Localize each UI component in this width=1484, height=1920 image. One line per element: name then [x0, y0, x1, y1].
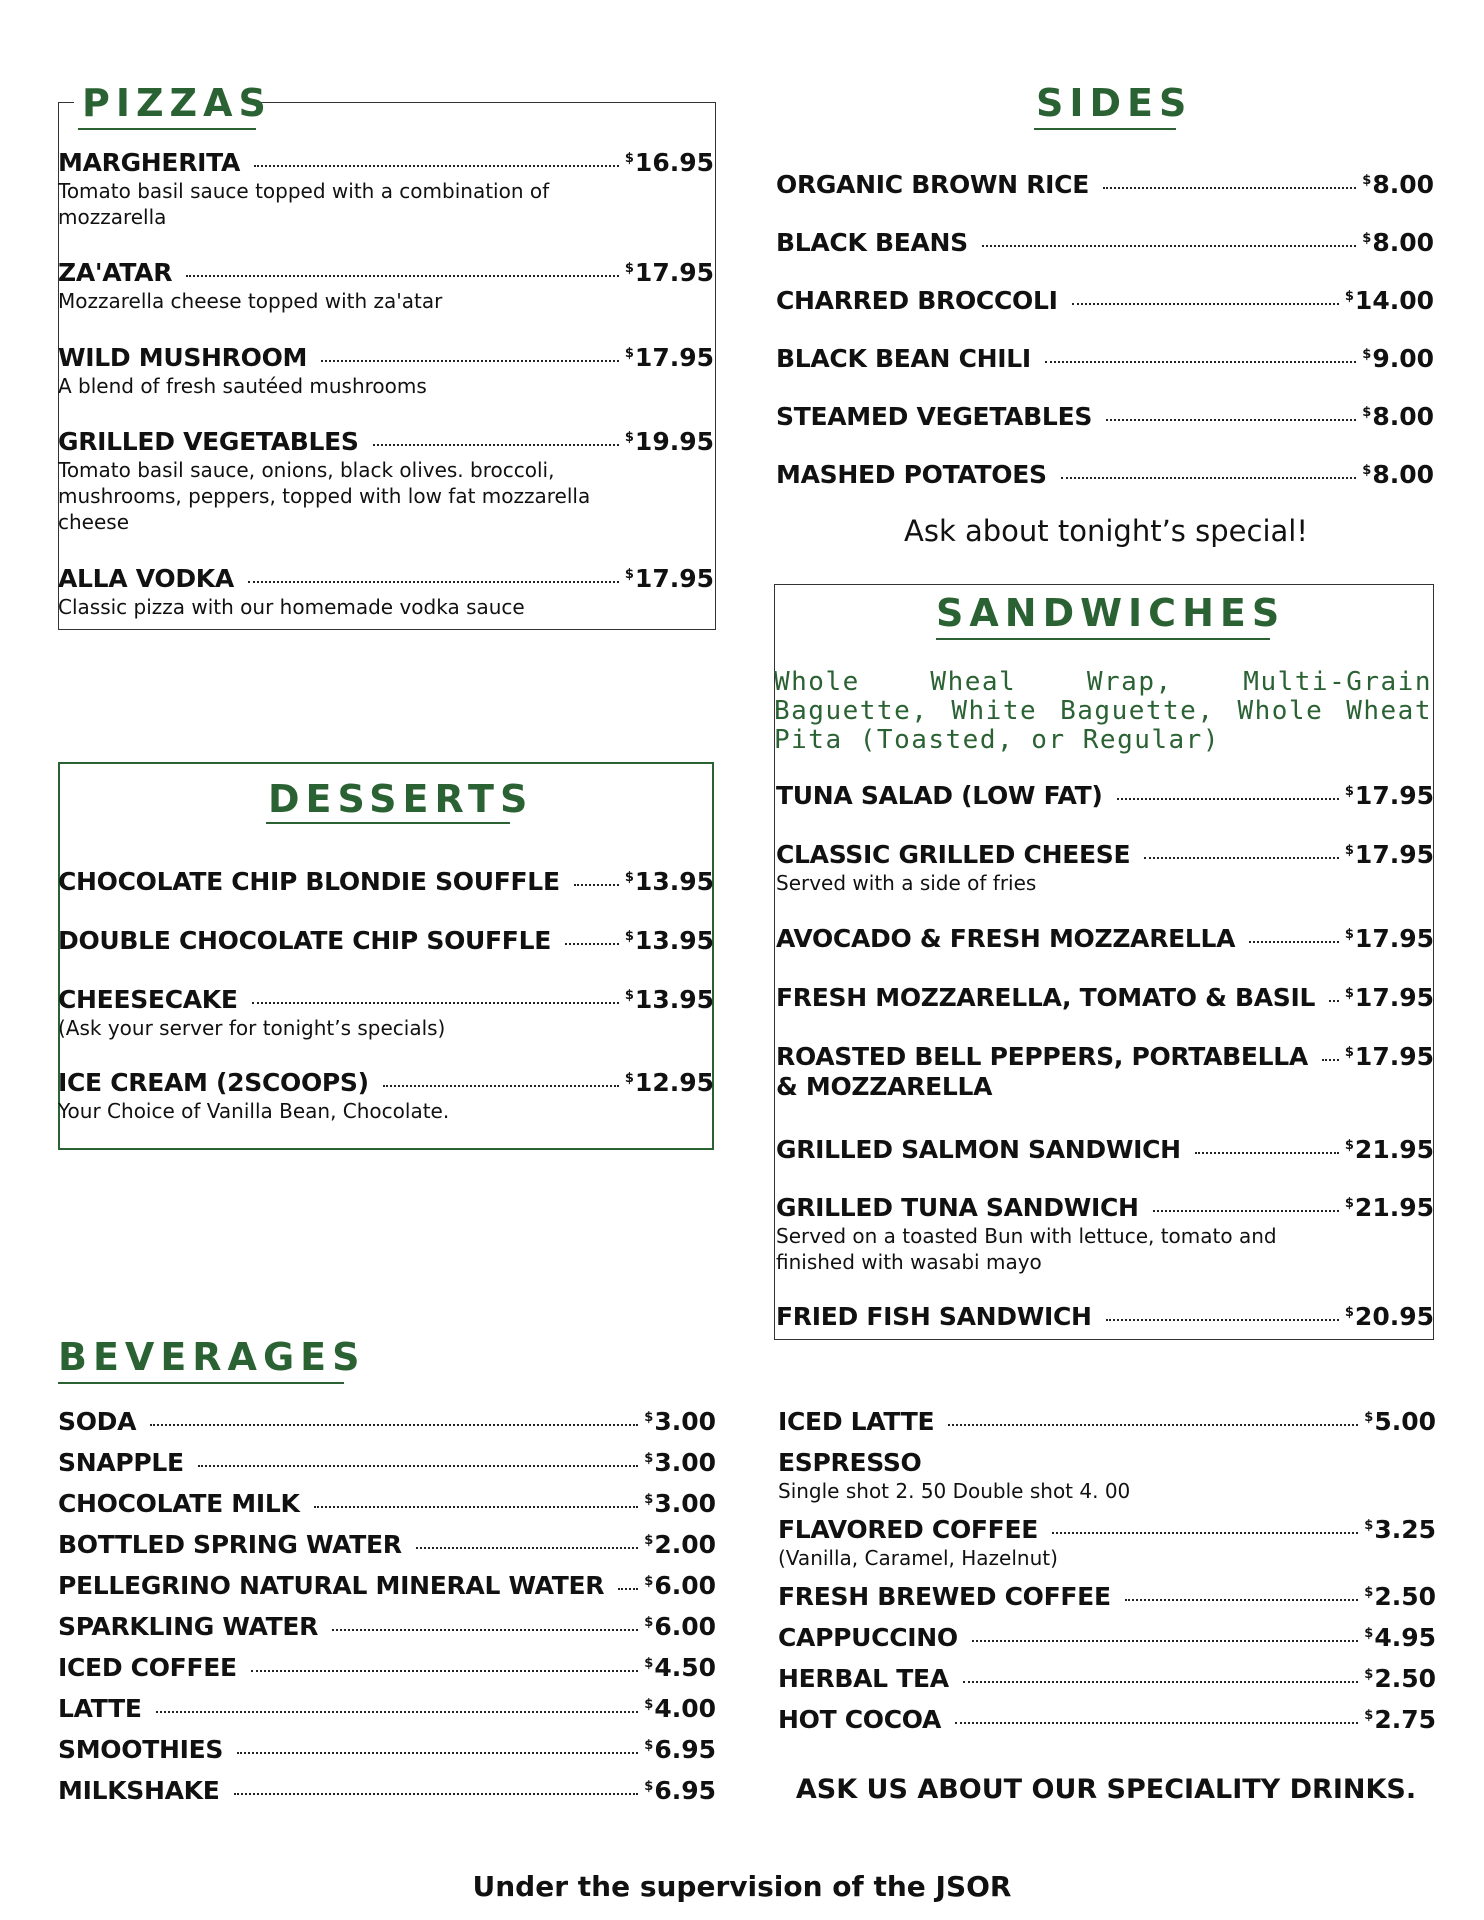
- dot-leader: [314, 1506, 639, 1508]
- menu-item-price: [625, 343, 714, 372]
- menu-item-row: [58, 564, 714, 593]
- menu-item-description: (Ask your server for tonight’s specials): [58, 1016, 446, 1040]
- dot-leader: [254, 165, 619, 167]
- price-value: 2.50: [1374, 1582, 1436, 1611]
- dot-leader: [565, 943, 619, 945]
- price-value: 17.95: [1354, 840, 1434, 869]
- dot-leader: [1072, 303, 1339, 305]
- menu-item-price: [1345, 983, 1434, 1012]
- dot-leader: [955, 1722, 1358, 1724]
- menu-item-name: MARGHERITA: [58, 148, 241, 177]
- menu-item-row: [776, 840, 1434, 869]
- menu-item-name: CAPPUCCINO: [778, 1623, 958, 1652]
- dot-leader: [373, 444, 619, 446]
- menu-item-description: Served on a toasted Bun with lettuce, tomato and finished with wasabi mayo: [776, 1224, 1277, 1274]
- price-value: 16.95: [634, 148, 714, 177]
- price-value: 19.95: [634, 427, 714, 456]
- dot-leader: [1249, 941, 1339, 943]
- menu-item-price: [644, 1530, 716, 1559]
- price-value: 9.00: [1372, 344, 1434, 373]
- price-value: 2.50: [1374, 1664, 1436, 1693]
- dot-leader: [1322, 1059, 1339, 1061]
- menu-item-row: [776, 344, 1434, 373]
- menu-item-row: [58, 427, 714, 456]
- menu-item-name: ALLA VODKA: [58, 564, 234, 593]
- menu-item-price: [1364, 1582, 1436, 1611]
- menu-item-name: AVOCADO & FRESH MOZZARELLA: [776, 924, 1236, 953]
- menu-item-description: Classic pizza with our homemade vodka sauce: [58, 595, 525, 619]
- price-value: 4.00: [654, 1694, 716, 1723]
- currency-symbol: $: [1364, 1667, 1374, 1682]
- beverages-title: BEVERAGES: [58, 1335, 366, 1379]
- dot-leader: [1061, 477, 1357, 479]
- sides-title-underline: [1034, 128, 1176, 130]
- pizzas-title-underline: [78, 128, 256, 130]
- menu-item-price: [1362, 460, 1434, 489]
- currency-symbol: $: [644, 1697, 654, 1712]
- desserts-title: DESSERTS: [268, 777, 534, 821]
- menu-item-price: [625, 258, 714, 287]
- menu-item-row: [58, 1489, 716, 1518]
- menu-item-price: [1345, 781, 1434, 810]
- menu-item-name: STEAMED VEGETABLES: [776, 402, 1093, 431]
- currency-symbol: $: [1344, 289, 1354, 304]
- currency-symbol: $: [1344, 784, 1354, 799]
- dot-leader: [948, 1424, 1358, 1426]
- menu-item-name: CHARRED BROCCOLI: [776, 286, 1058, 315]
- price-value: 6.95: [654, 1776, 716, 1805]
- menu-item-price: [625, 148, 714, 177]
- menu-item-row: [776, 402, 1434, 431]
- menu-item-price: [625, 926, 714, 955]
- menu-item-row: [778, 1664, 1436, 1693]
- dot-leader: [963, 1681, 1358, 1683]
- price-value: 4.95: [1374, 1623, 1436, 1652]
- menu-item-name: ICED COFFEE: [58, 1653, 237, 1682]
- menu-item-name: PELLEGRINO NATURAL MINERAL WATER: [58, 1571, 605, 1600]
- speciality-drinks-note: ASK US ABOUT OUR SPECIALITY DRINKS.: [795, 1774, 1417, 1805]
- price-value: 8.00: [1372, 460, 1434, 489]
- menu-item-name: LATTE: [58, 1694, 142, 1723]
- menu-item-name: GRILLED TUNA SANDWICH: [776, 1193, 1139, 1222]
- menu-item-row: [776, 1042, 1434, 1071]
- dot-leader: [1106, 419, 1356, 421]
- menu-item-name-continued: & MOZZARELLA: [776, 1072, 993, 1101]
- menu-item-row: [58, 926, 714, 955]
- menu-item-price: [625, 427, 714, 456]
- dot-leader: [574, 884, 619, 886]
- menu-item-price: [1364, 1515, 1436, 1544]
- dot-leader: [150, 1424, 638, 1426]
- dot-leader: [618, 1588, 638, 1590]
- menu-item-name: HERBAL TEA: [778, 1664, 949, 1693]
- sandwiches-title-underline: [936, 638, 1270, 640]
- currency-symbol: $: [624, 870, 634, 885]
- menu-item-name: ICE CREAM (2SCOOPS): [58, 1068, 369, 1097]
- menu-item-row: [58, 1530, 716, 1559]
- price-value: 17.95: [1354, 1042, 1434, 1071]
- dot-leader: [186, 275, 619, 277]
- dot-leader: [1329, 1000, 1339, 1002]
- menu-item-row: [58, 1571, 716, 1600]
- menu-item-name: FRESH BREWED COFFEE: [778, 1582, 1111, 1611]
- menu-item-name: DOUBLE CHOCOLATE CHIP SOUFFLE: [58, 926, 551, 955]
- menu-item-row: [58, 1653, 716, 1682]
- menu-item-name: ORGANIC BROWN RICE: [776, 170, 1089, 199]
- menu-item-description: Your Choice of Vanilla Bean, Chocolate.: [58, 1099, 450, 1123]
- menu-item-price: [644, 1571, 716, 1600]
- menu-item-description: A blend of fresh sautéed mushrooms: [58, 374, 427, 398]
- currency-symbol: $: [1362, 463, 1372, 478]
- sandwiches-title: SANDWICHES: [936, 591, 1286, 635]
- currency-symbol: $: [624, 346, 634, 361]
- menu-item-price: [644, 1489, 716, 1518]
- dot-leader: [982, 245, 1356, 247]
- currency-symbol: $: [1362, 347, 1372, 362]
- menu-item-name: CHOCOLATE CHIP BLONDIE SOUFFLE: [58, 867, 560, 896]
- price-value: 5.00: [1374, 1407, 1436, 1436]
- price-value: 17.95: [1354, 781, 1434, 810]
- menu-item-name: CHEESECAKE: [58, 985, 238, 1014]
- menu-item-row: [778, 1623, 1436, 1652]
- dot-leader: [383, 1085, 619, 1087]
- price-value: 17.95: [634, 564, 714, 593]
- price-value: 6.00: [654, 1571, 716, 1600]
- menu-item-name: ESPRESSO: [778, 1448, 922, 1477]
- dot-leader: [972, 1640, 1358, 1642]
- menu-item-description: Mozzarella cheese topped with za'atar: [58, 289, 443, 313]
- menu-item-price: [644, 1694, 716, 1723]
- menu-item-name: BLACK BEANS: [776, 228, 968, 257]
- menu-item-row: [58, 343, 714, 372]
- dot-leader: [1106, 1319, 1339, 1321]
- currency-symbol: $: [624, 988, 634, 1003]
- currency-symbol: $: [1344, 1138, 1354, 1153]
- menu-item-price: [625, 1068, 714, 1097]
- menu-item-price: [1364, 1407, 1436, 1436]
- menu-item-row: [58, 867, 714, 896]
- price-value: 17.95: [634, 343, 714, 372]
- currency-symbol: $: [644, 1533, 654, 1548]
- currency-symbol: $: [1344, 927, 1354, 942]
- price-value: 13.95: [634, 867, 714, 896]
- currency-symbol: $: [624, 261, 634, 276]
- currency-symbol: $: [624, 929, 634, 944]
- currency-symbol: $: [1344, 1305, 1354, 1320]
- price-value: 17.95: [634, 258, 714, 287]
- currency-symbol: $: [624, 430, 634, 445]
- currency-symbol: $: [1364, 1708, 1374, 1723]
- price-value: 3.25: [1374, 1515, 1436, 1544]
- menu-item-name: GRILLED VEGETABLES: [58, 427, 359, 456]
- menu-item-description: Single shot 2. 50 Double shot 4. 00: [778, 1479, 1131, 1503]
- dot-leader: [321, 360, 619, 362]
- sides-special-note: Ask about tonight’s special!: [904, 514, 1308, 548]
- menu-item-price: [1362, 402, 1434, 431]
- menu-item-price: [625, 985, 714, 1014]
- menu-item-price: [644, 1407, 716, 1436]
- price-value: 21.95: [1354, 1135, 1434, 1164]
- menu-item-price: [1345, 1193, 1434, 1222]
- menu-item-name: FLAVORED COFFEE: [778, 1515, 1039, 1544]
- currency-symbol: $: [1344, 1045, 1354, 1060]
- price-value: 14.00: [1354, 286, 1434, 315]
- dot-leader: [248, 581, 619, 583]
- menu-item-name: SMOOTHIES: [58, 1735, 224, 1764]
- menu-item-row: [58, 258, 714, 287]
- sides-title: SIDES: [1036, 81, 1193, 125]
- currency-symbol: $: [624, 567, 634, 582]
- footer-supervision: Under the supervision of the JSOR: [472, 1870, 1012, 1903]
- desserts-title-underline: [266, 822, 510, 824]
- menu-item-price: [1345, 840, 1434, 869]
- dot-leader: [251, 1670, 638, 1672]
- dot-leader: [252, 1002, 619, 1004]
- menu-item-price: [1345, 1302, 1434, 1331]
- menu-item-description: Tomato basil sauce topped with a combination of mozzarella: [58, 179, 550, 229]
- menu-item-row: [776, 983, 1434, 1012]
- menu-item-row: [58, 1694, 716, 1723]
- menu-item-name: SPARKLING WATER: [58, 1612, 319, 1641]
- price-value: 6.95: [654, 1735, 716, 1764]
- price-value: 8.00: [1372, 402, 1434, 431]
- menu-item-row: [58, 985, 714, 1014]
- currency-symbol: $: [644, 1779, 654, 1794]
- currency-symbol: $: [644, 1410, 654, 1425]
- menu-item-row: [58, 1612, 716, 1641]
- currency-symbol: $: [644, 1574, 654, 1589]
- menu-item-price: [1364, 1705, 1436, 1734]
- menu-item-row: [58, 1068, 714, 1097]
- menu-item-name: MASHED POTATOES: [776, 460, 1047, 489]
- menu-item-name: TUNA SALAD (LOW FAT): [776, 781, 1103, 810]
- menu-item-price: [644, 1776, 716, 1805]
- menu-item-price: [625, 867, 714, 896]
- menu-item-row: [776, 1302, 1434, 1331]
- pizzas-title: PIZZAS: [82, 81, 272, 125]
- currency-symbol: $: [644, 1451, 654, 1466]
- price-value: 17.95: [1354, 924, 1434, 953]
- menu-item-row: [776, 1135, 1434, 1164]
- dot-leader: [1195, 1152, 1339, 1154]
- menu-item-price: [1364, 1664, 1436, 1693]
- menu-item-name: FRIED FISH SANDWICH: [776, 1302, 1092, 1331]
- price-value: 3.00: [654, 1448, 716, 1477]
- menu-item-row: [776, 286, 1434, 315]
- price-value: 4.50: [654, 1653, 716, 1682]
- currency-symbol: $: [644, 1738, 654, 1753]
- currency-symbol: $: [1344, 843, 1354, 858]
- menu-item-name: FRESH MOZZARELLA, TOMATO & BASIL: [776, 983, 1316, 1012]
- menu-item-price: [1345, 924, 1434, 953]
- menu-item-name: SNAPPLE: [58, 1448, 184, 1477]
- currency-symbol: $: [644, 1615, 654, 1630]
- menu-item-row: [778, 1582, 1436, 1611]
- dot-leader: [1153, 1210, 1339, 1212]
- menu-item-row: [778, 1515, 1436, 1544]
- dot-leader: [1125, 1599, 1359, 1601]
- dot-leader: [156, 1711, 639, 1713]
- menu-item-row: [58, 148, 714, 177]
- menu-item-name: GRILLED SALMON SANDWICH: [776, 1135, 1181, 1164]
- menu-item-row: [776, 228, 1434, 257]
- price-value: 13.95: [634, 926, 714, 955]
- price-value: 21.95: [1354, 1193, 1434, 1222]
- beverages-title-underline: [58, 1382, 344, 1384]
- menu-item-name: CLASSIC GRILLED CHEESE: [776, 840, 1131, 869]
- price-value: 2.00: [654, 1530, 716, 1559]
- menu-item-price: [644, 1448, 716, 1477]
- menu-item-row: [776, 781, 1434, 810]
- dot-leader: [1052, 1532, 1358, 1534]
- currency-symbol: $: [1344, 986, 1354, 1001]
- menu-item-price: [1362, 344, 1434, 373]
- currency-symbol: $: [1364, 1410, 1374, 1425]
- price-value: 8.00: [1372, 228, 1434, 257]
- price-value: 3.00: [654, 1489, 716, 1518]
- price-value: 3.00: [654, 1407, 716, 1436]
- dot-leader: [332, 1629, 638, 1631]
- menu-item-row: [778, 1448, 1436, 1477]
- menu-item-price: [1345, 1135, 1434, 1164]
- menu-item-row: [778, 1705, 1436, 1734]
- menu-item-description: Served with a side of fries: [776, 871, 1037, 895]
- price-value: 12.95: [634, 1068, 714, 1097]
- menu-item-row: [58, 1448, 716, 1477]
- menu-item-price: [1345, 1042, 1434, 1071]
- menu-item-name: CHOCOLATE MILK: [58, 1489, 300, 1518]
- dot-leader: [1117, 798, 1339, 800]
- dot-leader: [1103, 187, 1356, 189]
- menu-item-row: [776, 924, 1434, 953]
- menu-item-price: [644, 1612, 716, 1641]
- currency-symbol: $: [1364, 1585, 1374, 1600]
- menu-item-name: MILKSHAKE: [58, 1776, 220, 1805]
- price-value: 13.95: [634, 985, 714, 1014]
- menu-item-price: [1364, 1623, 1436, 1652]
- dot-leader: [234, 1793, 639, 1795]
- menu-item-row: [58, 1776, 716, 1805]
- menu-item-description: (Vanilla, Caramel, Hazelnut): [778, 1546, 1058, 1570]
- currency-symbol: $: [1362, 231, 1372, 246]
- currency-symbol: $: [644, 1492, 654, 1507]
- currency-symbol: $: [1364, 1626, 1374, 1641]
- currency-symbol: $: [1362, 405, 1372, 420]
- price-value: 17.95: [1354, 983, 1434, 1012]
- menu-item-name: SODA: [58, 1407, 137, 1436]
- currency-symbol: $: [1344, 1196, 1354, 1211]
- menu-item-row: [776, 170, 1434, 199]
- dot-leader: [1045, 361, 1356, 363]
- menu-item-name: ICED LATTE: [778, 1407, 935, 1436]
- menu-item-description: Tomato basil sauce, onions, black olives. broccoli, mushrooms, peppers, topped with low fat mozzarella cheese: [58, 458, 591, 534]
- menu-item-price: [625, 564, 714, 593]
- menu-item-row: [58, 1407, 716, 1436]
- currency-symbol: $: [1364, 1518, 1374, 1533]
- menu-item-price: [1362, 228, 1434, 257]
- dot-leader: [237, 1752, 638, 1754]
- currency-symbol: $: [624, 1071, 634, 1086]
- menu-item-name: ZA'ATAR: [58, 258, 173, 287]
- menu-item-row: [778, 1407, 1436, 1436]
- menu-item-name: BLACK BEAN CHILI: [776, 344, 1031, 373]
- menu-item-name: ROASTED BELL PEPPERS, PORTABELLA: [776, 1042, 1308, 1071]
- price-value: 2.75: [1374, 1705, 1436, 1734]
- menu-item-price: [1345, 286, 1434, 315]
- dot-leader: [198, 1465, 638, 1467]
- menu-item-name: BOTTLED SPRING WATER: [58, 1530, 402, 1559]
- menu-item-row: [776, 460, 1434, 489]
- menu-item-price: [1362, 170, 1434, 199]
- dot-leader: [1144, 857, 1339, 859]
- menu-item-row: [776, 1193, 1434, 1222]
- price-value: 8.00: [1372, 170, 1434, 199]
- menu-item-price: [644, 1653, 716, 1682]
- dot-leader: [416, 1547, 639, 1549]
- menu-item-row: [58, 1735, 716, 1764]
- menu-item-name: HOT COCOA: [778, 1705, 942, 1734]
- menu-item-name: WILD MUSHROOM: [58, 343, 308, 372]
- sandwiches-bread-options: Whole Wheal Wrap, Multi-Grain Baguette, White Baguette, Whole Wheat Pita (Toasted, or Regular): [774, 667, 1432, 755]
- currency-symbol: $: [624, 151, 634, 166]
- currency-symbol: $: [644, 1656, 654, 1671]
- price-value: 20.95: [1354, 1302, 1434, 1331]
- price-value: 6.00: [654, 1612, 716, 1641]
- currency-symbol: $: [1362, 173, 1372, 188]
- menu-item-price: [644, 1735, 716, 1764]
